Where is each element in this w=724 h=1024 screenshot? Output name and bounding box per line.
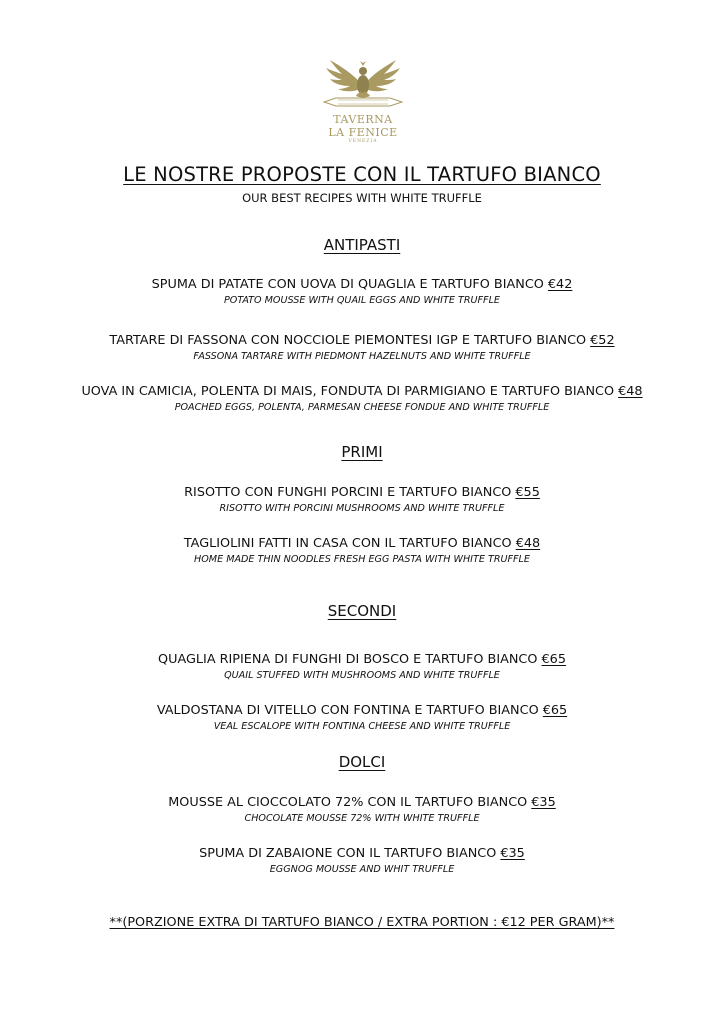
dish-name: SPUMA DI PATATE CON UOVA DI QUAGLIA E TARTUFO BIANCO €42 bbox=[151, 277, 573, 292]
dish-description: EGGNOG MOUSSE AND WHIT TRUFFLE bbox=[269, 864, 455, 875]
dish-price: €65 bbox=[542, 703, 568, 718]
extra-portion-note: **(PORZIONE EXTRA DI TARTUFO BIANCO / EXTRA PORTION : €12 PER GRAM)** bbox=[109, 915, 615, 930]
section-heading-antipasti: ANTIPASTI bbox=[323, 236, 401, 254]
dish-description: POTATO MOUSSE WITH QUAIL EGGS AND WHITE TRUFFLE bbox=[224, 295, 500, 306]
logo-name-line1: TAVERNA bbox=[333, 113, 393, 126]
dish-description: POACHED EGGS, POLENTA, PARMESAN CHEESE FONDUE AND WHITE TRUFFLE bbox=[174, 402, 550, 413]
logo-city: VENEZIA bbox=[348, 139, 378, 144]
dish-name: MOUSSE AL CIOCCOLATO 72% CON IL TARTUFO BIANCO €35 bbox=[168, 795, 556, 810]
dish-name: VALDOSTANA DI VITELLO CON FONTINA E TARTUFO BIANCO €65 bbox=[156, 703, 568, 718]
dish-price: €65 bbox=[541, 652, 566, 667]
page-title: LE NOSTRE PROPOSTE CON IL TARTUFO BIANCO bbox=[123, 163, 601, 186]
dish-name: SPUMA DI ZABAIONE CON IL TARTUFO BIANCO €35 bbox=[199, 846, 525, 861]
dish-price: €55 bbox=[515, 485, 540, 500]
dish-price: €52 bbox=[590, 333, 615, 348]
dish-name: QUAGLIA RIPIENA DI FUNGHI DI BOSCO E TARTUFO BIANCO €65 bbox=[158, 652, 566, 667]
restaurant-logo bbox=[316, 52, 410, 148]
dish-description: RISOTTO WITH PORCINI MUSHROOMS AND WHITE TRUFFLE bbox=[219, 503, 505, 514]
dish-description: HOME MADE THIN NOODLES FRESH EGG PASTA WITH WHITE TRUFFLE bbox=[194, 554, 530, 565]
dish-name: TAGLIOLINI FATTI IN CASA CON IL TARTUFO BIANCO €48 bbox=[183, 536, 541, 551]
page-subtitle: OUR BEST RECIPES WITH WHITE TRUFFLE bbox=[242, 191, 482, 205]
logo-name-line2: LA FENICE bbox=[328, 126, 398, 139]
section-heading-secondi: SECONDI bbox=[327, 602, 397, 620]
dish-price: €48 bbox=[515, 536, 541, 551]
dish-description: VEAL ESCALOPE WITH FONTINA CHEESE AND WHITE TRUFFLE bbox=[213, 721, 511, 732]
dish-name: UOVA IN CAMICIA, POLENTA DI MAIS, FONDUTA DI PARMIGIANO E TARTUFO BIANCO €48 bbox=[81, 384, 643, 399]
dish-price: €35 bbox=[531, 795, 556, 810]
dish-description: QUAIL STUFFED WITH MUSHROOMS AND WHITE TRUFFLE bbox=[224, 670, 500, 681]
dish-description: CHOCOLATE MOUSSE 72% WITH WHITE TRUFFLE bbox=[244, 813, 480, 824]
section-heading-primi: PRIMI bbox=[341, 443, 383, 461]
section-heading-dolci: DOLCI bbox=[338, 753, 386, 771]
dish-price: €35 bbox=[500, 846, 525, 861]
dish-price: €48 bbox=[618, 384, 643, 399]
dish-name: RISOTTO CON FUNGHI PORCINI E TARTUFO BIANCO €55 bbox=[184, 485, 540, 500]
dish-name: TARTARE DI FASSONA CON NOCCIOLE PIEMONTESI IGP E TARTUFO BIANCO €52 bbox=[109, 333, 615, 348]
phoenix-emblem-icon bbox=[316, 52, 410, 114]
dish-description: FASSONA TARTARE WITH PIEDMONT HAZELNUTS AND WHITE TRUFFLE bbox=[193, 351, 531, 362]
dish-price: €42 bbox=[547, 277, 573, 292]
